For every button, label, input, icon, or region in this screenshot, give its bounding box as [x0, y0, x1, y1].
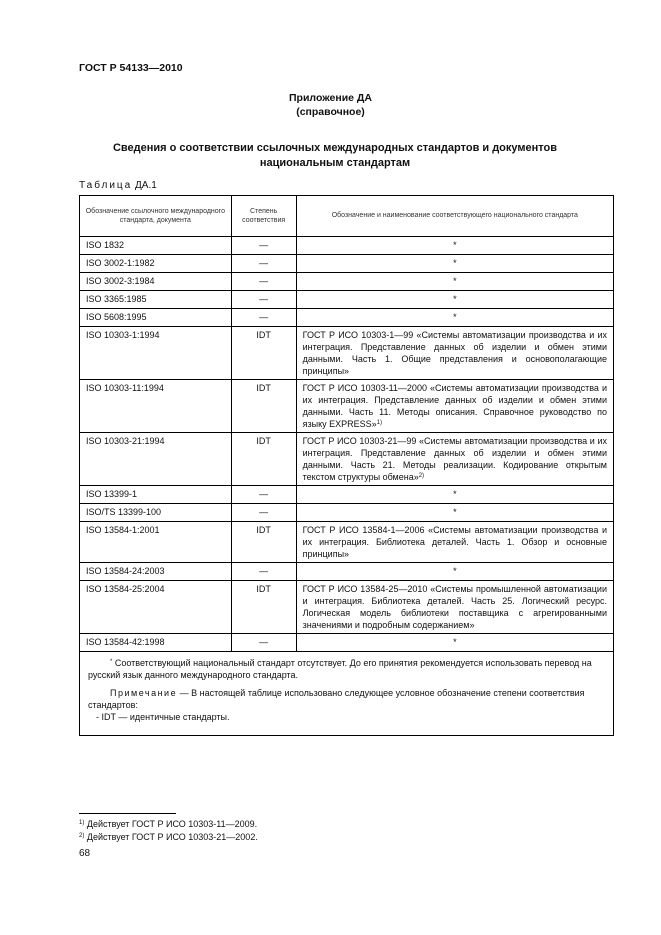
cell-national-standard: *	[296, 486, 613, 504]
table-row	[80, 380, 614, 433]
cell-degree: —	[231, 563, 296, 581]
cell-degree: —	[231, 309, 296, 327]
cell-degree: —	[231, 291, 296, 309]
cell-degree: IDT	[231, 433, 296, 486]
national-standard-text: ГОСТ Р ИСО 13584-25—2010 «Системы промышленной автоматизации и интеграция. Библиотека деталей. Часть 25. Логический ресурс. Логическая модель библиотеки поставщика с агрегированными значениями и подробным содержанием»	[302, 584, 607, 630]
cell-degree: IDT	[231, 581, 296, 634]
footnote-2-text: Действует ГОСТ Р ИСО 10303-21—2002.	[86, 832, 258, 842]
cell-degree: IDT	[231, 327, 296, 380]
cell-international-standard: ISO 5608:1995	[80, 309, 232, 327]
cell-national-standard	[296, 380, 613, 433]
cell-national-standard	[296, 522, 613, 563]
cell-international-standard: ISO 13584-42:1998	[80, 634, 232, 652]
note-star: *	[110, 659, 113, 665]
cell-international-standard: ISO 10303-21:1994	[80, 433, 232, 486]
note-no-standard-text: Соответствующий национальный стандарт отсутствует. До его принятия рекомендуется использовать перевод на русский язык данного международного стандарта.	[88, 658, 592, 680]
cell-national-standard: *	[296, 504, 613, 522]
note-remark-text: — В настоящей таблице использовано следующее условное обозначение степени соответствия стандартов:	[88, 688, 585, 710]
cell-international-standard: ISO 13584-1:2001	[80, 522, 232, 563]
header-degree: Степень соответствия	[231, 196, 296, 237]
footnote-2	[79, 832, 258, 842]
footnote-ref: 2)	[418, 473, 425, 479]
header-international-standard: Обозначение ссылочного международного стандарта, документа	[80, 196, 232, 237]
section-title-line2: национальным стандартам	[259, 157, 411, 169]
footnote-separator	[79, 813, 176, 814]
table-row	[80, 504, 614, 522]
cell-degree: —	[231, 634, 296, 652]
cell-international-standard: ISO 13399-1	[80, 486, 232, 504]
national-standard-text: ГОСТ Р ИСО 10303-21—99 «Системы автоматизации производства и их интеграция. Представление данных об изделии и обмен этими данными. Часть 21. Методы реализации. Кодирование открытым текстом структуры обмена»	[302, 436, 607, 482]
standards-table	[79, 195, 614, 736]
note-no-standard	[88, 657, 605, 681]
cell-national-standard: *	[296, 273, 613, 291]
table-caption-number: ДА.1	[135, 180, 157, 191]
national-standard-text: ГОСТ Р ИСО 10303-1—99 «Системы автоматизации производства и их интеграция. Представление данных об изделии и обмен этими данными. Часть 1. Общие представления и основополагающие принципы»	[302, 330, 607, 376]
table-row	[80, 237, 614, 255]
note-label: Примечание	[110, 688, 178, 698]
section-title-line1: Сведения о соответствии ссылочных международных стандартов и документов	[112, 142, 558, 154]
cell-international-standard: ISO 3365:1985	[80, 291, 232, 309]
table-caption	[79, 180, 157, 191]
cell-national-standard: *	[296, 309, 613, 327]
cell-international-standard: ISO 10303-11:1994	[80, 380, 232, 433]
table-row	[80, 273, 614, 291]
cell-national-standard	[296, 581, 613, 634]
table-header-row	[80, 196, 614, 237]
annex-title: Приложение ДА	[289, 92, 372, 104]
header-national-standard: Обозначение и наименование соответствующего национального стандарта	[296, 196, 613, 237]
cell-degree: —	[231, 504, 296, 522]
table-row	[80, 433, 614, 486]
cell-degree: —	[231, 273, 296, 291]
table-row	[80, 327, 614, 380]
table-row	[80, 581, 614, 634]
document-header: ГОСТ Р 54133—2010	[79, 62, 183, 74]
cell-international-standard: ISO 3002-3:1984	[80, 273, 232, 291]
table-row	[80, 291, 614, 309]
table-caption-word: Таблица	[79, 180, 133, 191]
footnote-1	[79, 819, 257, 829]
cell-international-standard: ISO 10303-1:1994	[80, 327, 232, 380]
table-row	[80, 255, 614, 273]
cell-national-standard: *	[296, 291, 613, 309]
note-remark	[88, 687, 605, 711]
cell-international-standard: ISO 3002-1:1982	[80, 255, 232, 273]
cell-national-standard: *	[296, 255, 613, 273]
page-number: 68	[79, 848, 91, 859]
cell-degree: —	[231, 237, 296, 255]
table-row	[80, 309, 614, 327]
cell-national-standard	[296, 327, 613, 380]
cell-national-standard	[296, 433, 613, 486]
annex-type: (справочное)	[296, 106, 365, 118]
cell-national-standard: *	[296, 237, 613, 255]
table-row	[80, 563, 614, 581]
cell-international-standard: ISO 13584-24:2003	[80, 563, 232, 581]
national-standard-text: ГОСТ Р ИСО 13584-1—2006 «Системы автоматизации производства и их интеграция. Библиотека деталей. Часть 1. Обзор и основные принципы»	[302, 525, 607, 559]
cell-national-standard: *	[296, 563, 613, 581]
table-notes-row	[80, 652, 614, 736]
cell-international-standard: ISO/TS 13399-100	[80, 504, 232, 522]
footnote-2-mark: 2)	[79, 833, 85, 839]
footnote-1-mark: 1)	[79, 820, 85, 826]
section-title	[70, 141, 600, 171]
footnote-1-text: Действует ГОСТ Р ИСО 10303-11—2009.	[86, 819, 258, 829]
note-idt: - IDT — идентичные стандарты.	[96, 712, 230, 722]
cell-degree: IDT	[231, 380, 296, 433]
cell-international-standard: ISO 13584-25:2004	[80, 581, 232, 634]
table-row	[80, 522, 614, 563]
cell-degree: —	[231, 255, 296, 273]
national-standard-text: ГОСТ Р ИСО 10303-11—2000 «Системы автоматизации производства и их интеграция. Представление данных об изделии и обмен этими данными. Часть 11. Методы описания. Справочное руководство по языку EXPRESS»	[302, 383, 607, 429]
table-notes	[80, 652, 614, 736]
cell-international-standard: ISO 1832	[80, 237, 232, 255]
table-row	[80, 486, 614, 504]
cell-national-standard: *	[296, 634, 613, 652]
table-row	[80, 634, 614, 652]
cell-degree: —	[231, 486, 296, 504]
footnote-ref: 1)	[376, 420, 383, 426]
annex-heading	[0, 91, 661, 119]
cell-degree: IDT	[231, 522, 296, 563]
